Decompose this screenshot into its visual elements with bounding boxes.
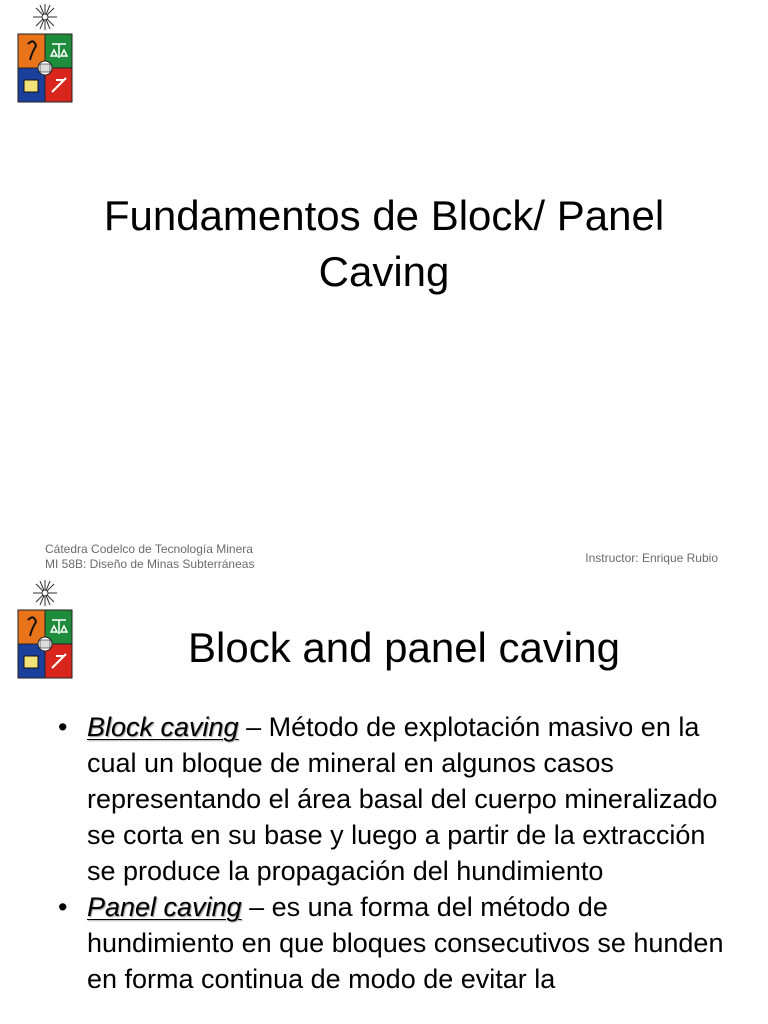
list-item xyxy=(58,889,730,997)
bullet-marker: • xyxy=(58,712,68,742)
footer-chair: Cátedra Codelco de Tecnología Minera xyxy=(45,542,253,556)
content-slide xyxy=(0,576,768,1024)
definition-text: – es una forma del método de hundimiento en que bloques consecutivos se hunden en forma continua de modo de evitar la xyxy=(87,892,724,994)
university-crest-icon xyxy=(14,2,76,108)
slide-title: Block and panel caving xyxy=(188,624,620,671)
footer-instructor: Instructor: Enrique Rubio xyxy=(585,551,718,565)
slide-title-line-2: Caving xyxy=(318,248,450,295)
definition-text: – Método de explotación masivo en la cual un bloque de mineral en algunos casos representando el área basal del cuerpo mineralizado se corta en su base y luego a partir de la extracción se produce la propagación del hundimiento xyxy=(87,712,718,886)
university-crest-icon xyxy=(14,578,76,684)
bullet-list xyxy=(58,709,730,997)
footer-course: MI 58B: Diseño de Minas Subterráneas xyxy=(45,557,255,571)
term-panel-caving: Panel caving xyxy=(87,892,242,922)
term-block-caving: Block caving xyxy=(87,712,239,742)
footer-course-info xyxy=(45,542,254,572)
slide-title-line-1: Fundamentos de Block/ Panel xyxy=(103,192,665,239)
list-item xyxy=(58,709,730,889)
bullet-marker: • xyxy=(58,892,68,922)
slide-title xyxy=(0,188,768,300)
